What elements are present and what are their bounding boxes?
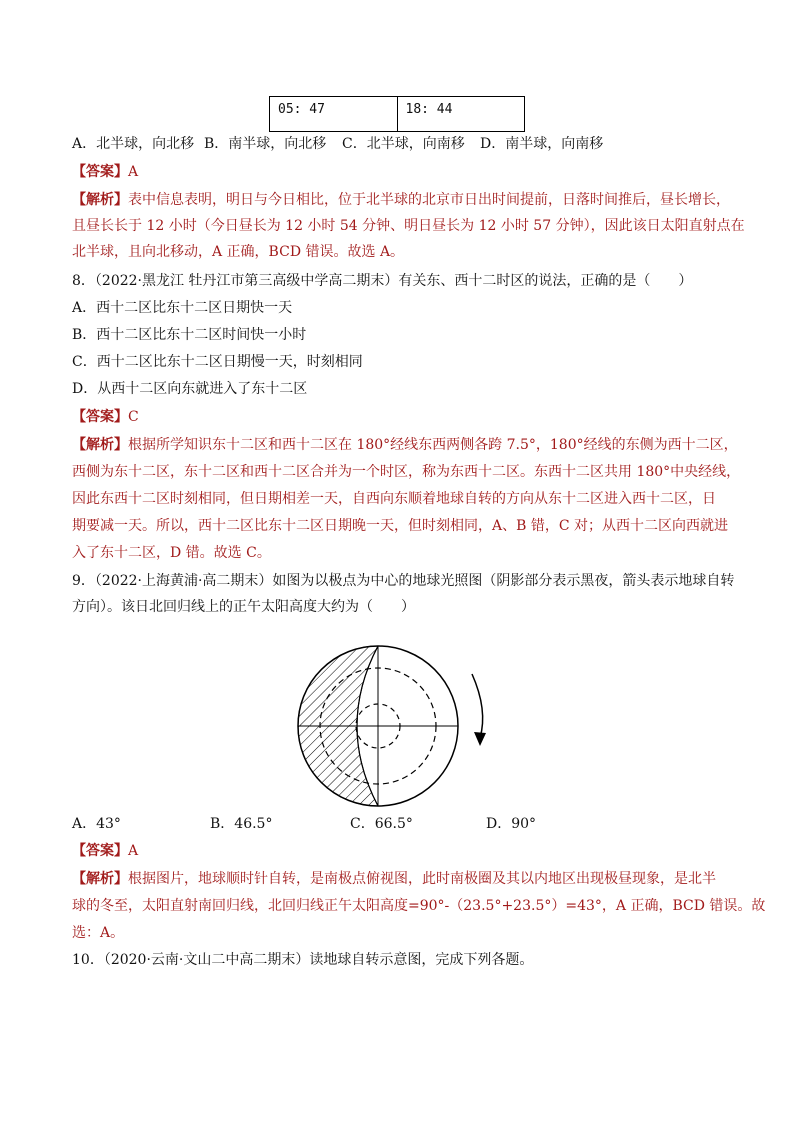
q9-analysis-line: 球的冬至，太阳直射南回归线，北回归线正午太阳高度=90°-（23.5°+23.5°）=43°，A 正确，BCD 错误。故 [72, 898, 766, 914]
q7-options [72, 134, 603, 154]
answer-tag: 【答案】 [72, 409, 128, 425]
q9-answer [72, 841, 138, 861]
q8-option-a: A．西十二区比东十二区日期快一天 [72, 300, 293, 316]
option-a: A．北半球，向北移 [72, 136, 195, 152]
q9-options [72, 814, 536, 834]
option-a: A．43° [72, 816, 121, 832]
answer-tag: 【答案】 [72, 843, 128, 859]
q10-stem: 10．（2020·云南·文山二中高二期末）读地球自转示意图，完成下列各题。 [72, 952, 534, 968]
analysis-text: 根据所学知识东十二区和西十二区在 180°经线东西两侧各跨 7.5°，180°经线的东侧为西十二区， [128, 437, 738, 453]
q8-analysis-line: 因此东西十二区时刻相同，但日期相差一天，自西向东顺着地球自转的方向从东十二区进入西十二区，日 [72, 491, 716, 507]
q8-analysis-line [72, 435, 738, 455]
option-d: D．南半球，向南移 [480, 136, 604, 152]
analysis-tag: 【解析】 [72, 437, 128, 453]
q9-stem-line: 9．（2022·上海黄浦·高二期末）如图为以极点为中心的地球光照图（阴影部分表示黑夜，箭头表示地球自转 [72, 573, 735, 589]
answer-tag: 【答案】 [72, 164, 128, 180]
q8-analysis-line: 期要减一天。所以，西十二区比东十二区日期晚一天，但时刻相同，A、B 错，C 对；从西十二区向西就进 [72, 518, 729, 534]
q8-stem: 8．（2022·黑龙江 牡丹江市第三高级中学高二期末）有关东、西十二时区的说法，正确的是（ ） [72, 273, 693, 289]
rotation-arrow [472, 674, 483, 738]
table-cell: 05: 47 [270, 97, 398, 132]
option-d: D．90° [486, 816, 537, 832]
option-c: C．北半球，向南移 [342, 136, 465, 152]
answer-value: A [128, 843, 139, 859]
q7-analysis-line: 北半球，且向北移动，A 正确，BCD 错误。故选 A。 [72, 244, 405, 260]
q9-analysis-line [72, 869, 716, 889]
analysis-text: 表中信息表明，明日与今日相比，位于北半球的北京市日出时间提前，日落时间推后，昼长增长， [128, 192, 730, 208]
q8-option-c: C．西十二区比东十二区日期慢一天，时刻相同 [72, 354, 363, 370]
analysis-tag: 【解析】 [72, 192, 128, 208]
q9-analysis-line: 选：A。 [72, 925, 125, 941]
arrow-head-icon [474, 732, 486, 746]
q7-analysis-line [72, 190, 730, 210]
q8-analysis-line: 入了东十二区，D 错。故选 C。 [72, 545, 271, 561]
q8-answer [72, 407, 139, 427]
analysis-tag: 【解析】 [72, 871, 128, 887]
globe-illumination-diagram [296, 640, 496, 820]
sunrise-sunset-table [269, 96, 525, 132]
analysis-text: 根据图片，地球顺时针自转，是南极点俯视图，此时南极圈及其以内地区出现极昼现象，是北半 [128, 871, 716, 887]
q7-answer [72, 162, 138, 182]
q9-stem-line: 方向）。该日北回归线上的正午太阳高度大约为（ ） [72, 599, 415, 615]
option-b: B．46.5° [210, 816, 273, 832]
option-c: C．66.5° [350, 816, 413, 832]
answer-value: A [128, 164, 139, 180]
q8-option-d: D．从西十二区向东就进入了东十二区 [72, 381, 308, 397]
table-cell: 18: 44 [397, 97, 525, 132]
answer-value: C [128, 409, 139, 425]
table-row [270, 97, 525, 132]
q7-analysis-line: 且昼长长于 12 小时（今日昼长为 12 小时 54 分钟、明日昼长为 12 小时 57 分钟），因此该日太阳直射点在 [72, 218, 745, 234]
option-b: B．南半球，向北移 [204, 136, 327, 152]
q8-analysis-line: 西侧为东十二区，东十二区和西十二区合并为一个时区，称为东西十二区。东西十二区共用 180°中央经线， [72, 464, 741, 480]
q8-option-b: B．西十二区比东十二区时间快一小时 [72, 327, 307, 343]
